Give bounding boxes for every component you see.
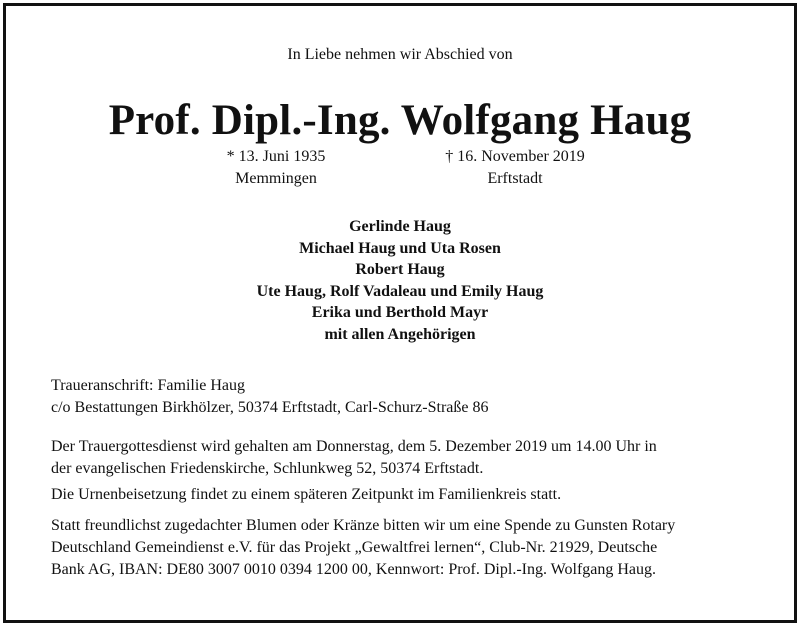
mourner-line: Robert Haug — [355, 261, 445, 279]
death-place: Erftstadt — [487, 170, 543, 187]
birth-info — [206, 146, 346, 190]
mourner-line: Gerlinde Haug — [349, 218, 451, 235]
donation-request — [51, 515, 749, 581]
death-date: † 16. November 2019 — [445, 148, 585, 165]
mourner-line: Michael Haug und Uta Rosen — [299, 239, 501, 257]
mourner-line: Ute Haug, Rolf Vadaleau und Emily Haug — [256, 282, 544, 300]
mourners-list — [0, 216, 800, 346]
birth-place: Memmingen — [235, 170, 317, 187]
mourner-line: mit allen Angehörigen — [324, 325, 476, 343]
mourner-line: Erika und Berthold Mayr — [311, 304, 489, 322]
donation-line: Statt freundlichst zugedachter Blumen oder Kränze bitten wir um eine Spende zu Gunsten Rotary — [51, 517, 676, 534]
intro-line: In Liebe nehmen wir Abschied von — [287, 46, 513, 63]
mourning-address — [51, 375, 749, 419]
birth-date: * 13. Juni 1935 — [226, 148, 326, 165]
donation-line: Deutschland Gemeindienst e.V. für das Projekt „Gewaltfrei lernen“, Club-Nr. 21929, Deutsche — [51, 539, 658, 556]
service-line: der evangelischen Friedenskirche, Schlunkweg 52, 50374 Erftstadt. — [51, 460, 484, 477]
urn-burial-info: Die Urnenbeisetzung findet zu einem späteren Zeitpunkt im Familienkreis statt. — [51, 486, 562, 503]
address-line: Traueranschrift: Familie Haug — [51, 377, 246, 394]
service-line: Der Trauergottesdienst wird gehalten am Donnerstag, dem 5. Dezember 2019 um 14.00 Uhr in — [51, 438, 657, 455]
service-info — [51, 436, 749, 480]
donation-line: Bank AG, IBAN: DE80 3007 0010 0394 1200 00, Kennwort: Prof. Dipl.-Ing. Wolfgang Haug. — [51, 561, 657, 578]
deceased-name: Prof. Dipl.-Ing. Wolfgang Haug — [108, 97, 692, 144]
address-line: c/o Bestattungen Birkhölzer, 50374 Erftstadt, Carl-Schurz-Straße 86 — [51, 399, 489, 416]
death-info — [420, 146, 610, 190]
